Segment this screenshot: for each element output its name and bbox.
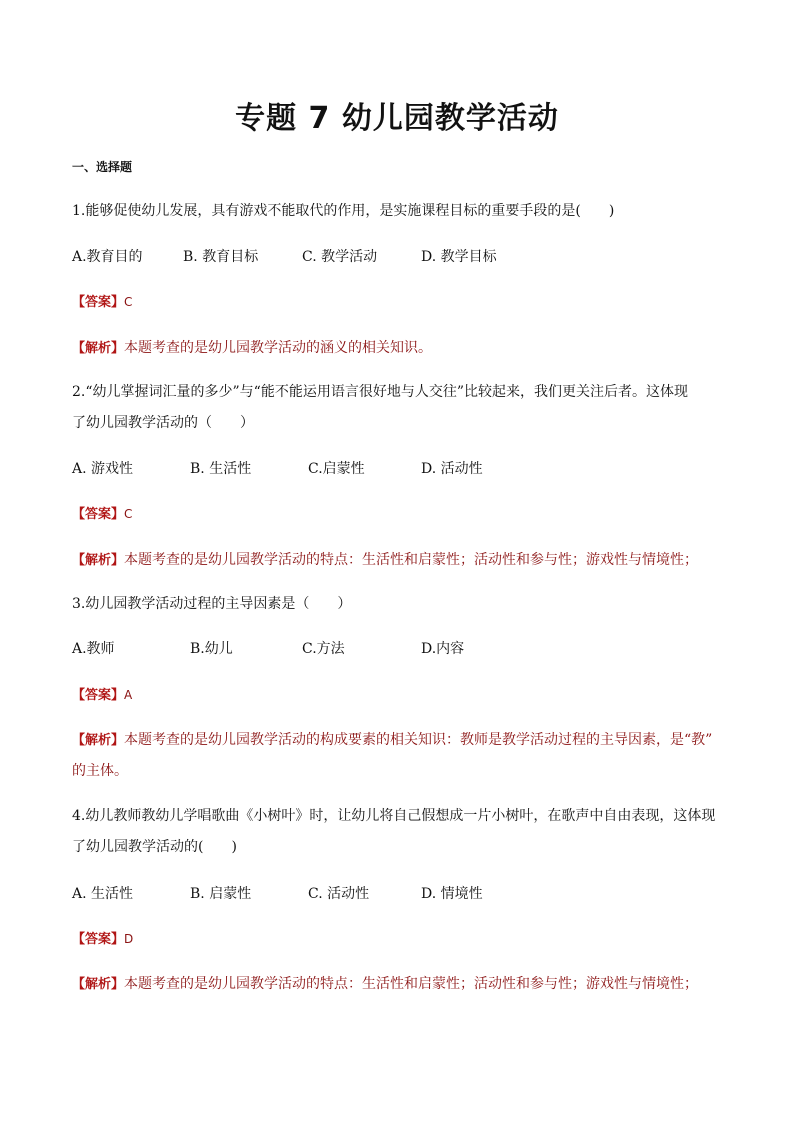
- option-b: B. 教育目标: [183, 249, 259, 265]
- section-heading: 一、选择题: [72, 160, 133, 174]
- answer-label: 【答案】: [72, 932, 125, 947]
- question-3-answer: [72, 684, 732, 707]
- explanation-text: 本题考查的是幼儿园教学活动的涵义的相关知识。: [124, 340, 433, 356]
- answer-label: 【答案】: [72, 295, 125, 310]
- question-4-stem: 4.幼儿教师教幼儿学唱歌曲《小树叶》时，让幼儿将自己假想成一片小树叶，在歌声中自由表现，这体现: [72, 808, 716, 824]
- question-1-stem: 1.能够促使幼儿发展，具有游戏不能取代的作用，是实施课程目标的重要手段的是( ): [72, 203, 615, 219]
- option-d: D. 活动性: [421, 461, 483, 477]
- answer-label: 【答案】: [72, 688, 125, 703]
- page-title: 专题 7 幼儿园教学活动: [235, 101, 559, 136]
- question-2-stem-cont: 了幼儿园教学活动的（ ）: [72, 415, 254, 431]
- answer-value: A: [124, 688, 133, 702]
- question-4-answer: [72, 928, 732, 951]
- explanation-label: 【解析】: [72, 553, 125, 568]
- explanation-label: 【解析】: [72, 733, 125, 748]
- question-1-answer: [72, 291, 732, 314]
- option-c: C.方法: [302, 641, 345, 657]
- option-d: D. 情境性: [421, 886, 483, 902]
- question-2-answer: [72, 503, 732, 526]
- explanation-text: 本题考查的是幼儿园教学活动的特点：生活性和启蒙性；活动性和参与性；游戏性与情境性；: [124, 552, 699, 568]
- question-3-explanation: [72, 729, 732, 752]
- option-a: A.教师: [72, 641, 115, 657]
- explanation-label: 【解析】: [72, 977, 125, 992]
- answer-value: C: [124, 507, 133, 521]
- option-b: B. 生活性: [190, 461, 252, 477]
- answer-value: C: [124, 295, 133, 309]
- question-2-explanation: [72, 549, 732, 572]
- option-d: D.内容: [421, 641, 465, 657]
- answer-label: 【答案】: [72, 507, 125, 522]
- question-3-stem: 3.幼儿园教学活动过程的主导因素是（ ）: [72, 596, 352, 612]
- option-a: A.教育目的: [72, 249, 143, 265]
- question-1-explanation: [72, 337, 732, 360]
- explanation-text: 本题考查的是幼儿园教学活动的特点：生活性和启蒙性；活动性和参与性；游戏性与情境性；: [124, 976, 699, 992]
- explanation-text: 本题考查的是幼儿园教学活动的构成要素的相关知识：教师是教学活动过程的主导因素，是“教”: [124, 732, 713, 748]
- question-4-explanation: [72, 973, 732, 996]
- question-2-stem: 2.“幼儿掌握词汇量的多少”与“能不能运用语言很好地与人交往”比较起来，我们更关注后者。这体现: [72, 384, 688, 400]
- option-c: C. 活动性: [308, 886, 370, 902]
- answer-value: D: [124, 932, 134, 946]
- option-b: B. 启蒙性: [190, 886, 252, 902]
- option-c: C. 教学活动: [302, 249, 378, 265]
- option-a: A. 生活性: [72, 886, 134, 902]
- question-4-stem-cont: 了幼儿园教学活动的( ): [72, 839, 237, 855]
- explanation-label: 【解析】: [72, 341, 125, 356]
- option-d: D. 教学目标: [421, 249, 497, 265]
- option-a: A. 游戏性: [72, 461, 134, 477]
- option-b: B.幼儿: [190, 641, 233, 657]
- question-3-explanation-cont: 的主体。: [72, 763, 128, 779]
- option-c: C.启蒙性: [308, 461, 365, 477]
